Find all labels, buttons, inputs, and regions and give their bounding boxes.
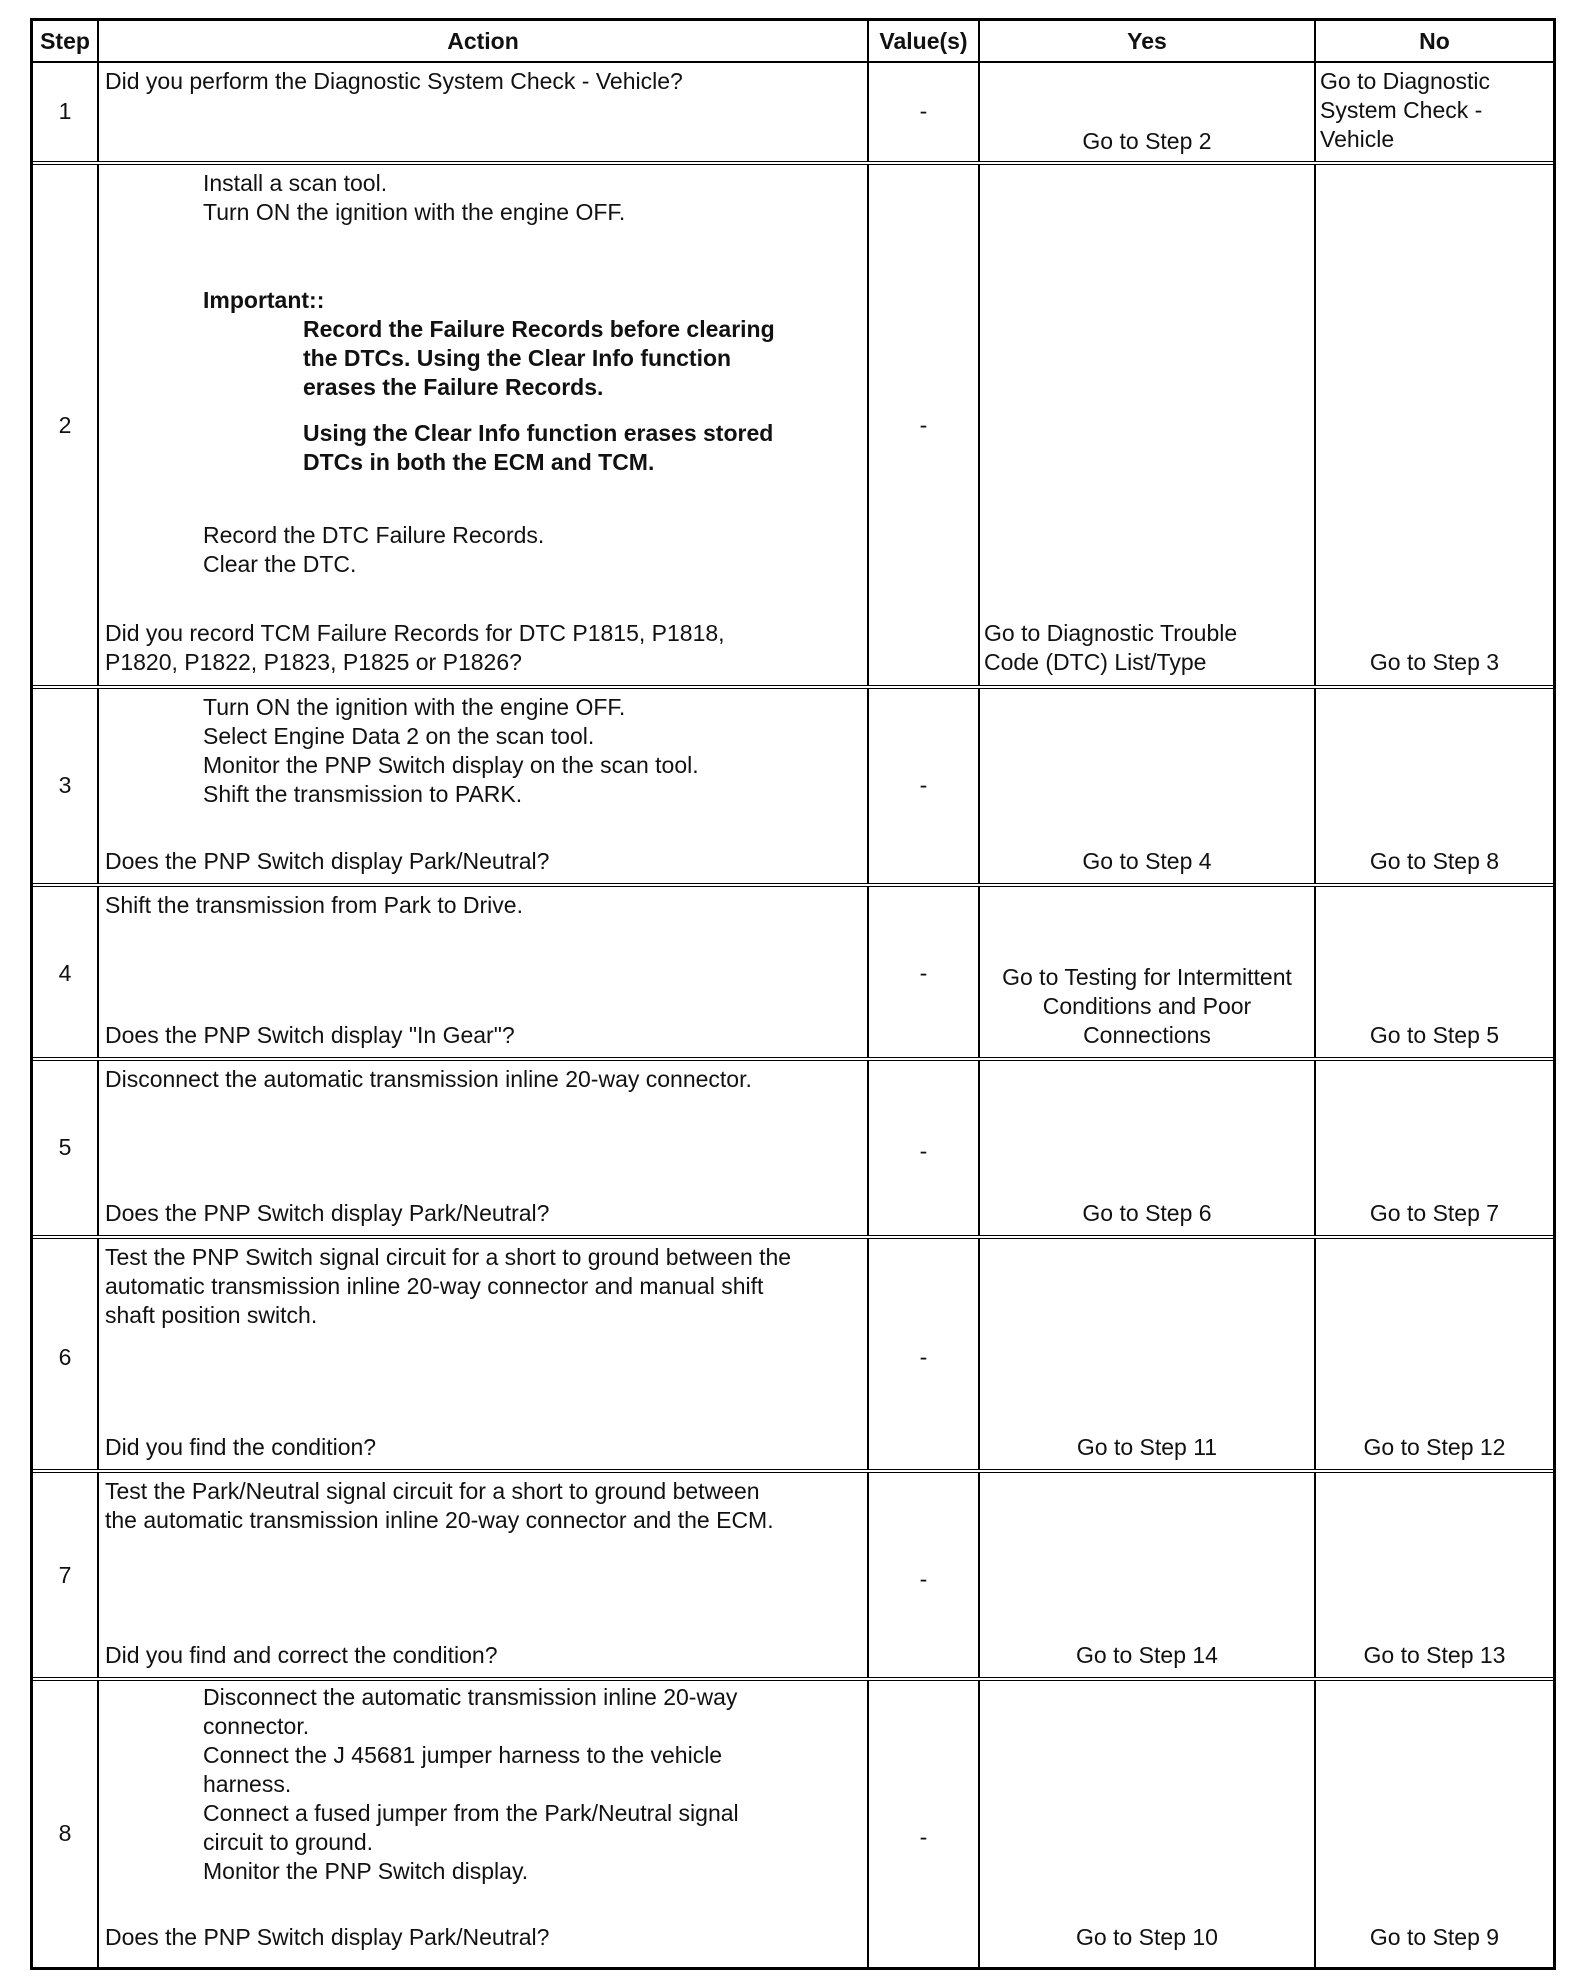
table-row: [33, 161, 1553, 685]
diagnostic-table: [30, 18, 1556, 1970]
important-note: Record the Failure Records before clearing the DTCs. Using the Clear Info function erases the Failure Records.: [303, 316, 775, 400]
action-instructions: Install a scan tool. Turn ON the ignition with the engine OFF.: [203, 170, 626, 225]
no-link[interactable]: Go to Step 5: [1369, 1022, 1500, 1048]
step-number: 2: [58, 412, 72, 438]
important-note: Using the Clear Info function erases stored DTCs in both the ECM and TCM.: [303, 420, 774, 475]
step-number: 6: [58, 1344, 72, 1370]
header-action: Action: [99, 21, 869, 61]
step-number: 4: [58, 960, 72, 986]
table-row: [33, 1235, 1553, 1469]
action-question: Does the PNP Switch display Park/Neutral?: [105, 848, 550, 874]
action-question: Does the PNP Switch display Park/Neutral?: [105, 1200, 550, 1226]
value-cell: -: [919, 1566, 928, 1592]
header-yes: Yes: [980, 21, 1316, 61]
table-row: [33, 1469, 1553, 1677]
value-cell: -: [919, 98, 928, 124]
value-cell: -: [919, 412, 928, 438]
yes-link[interactable]: Go to Step 6: [1082, 1200, 1212, 1226]
header-step: Step: [33, 21, 99, 61]
value-cell: -: [919, 960, 928, 986]
step-number: 8: [58, 1820, 72, 1846]
table-row: [33, 63, 1553, 161]
table-row: [33, 883, 1553, 1057]
no-link[interactable]: Go to Step 7: [1369, 1200, 1500, 1226]
step-number: 5: [58, 1134, 72, 1160]
step-number: 1: [58, 98, 72, 124]
yes-link[interactable]: Go to Diagnostic Trouble Code (DTC) List/Type: [984, 620, 1238, 675]
step-number: 7: [58, 1562, 72, 1588]
table-row: [33, 1677, 1553, 1967]
header-no: No: [1419, 27, 1450, 54]
value-cell: -: [919, 1824, 928, 1850]
yes-link[interactable]: Go to Step 10: [1076, 1924, 1218, 1950]
no-link[interactable]: Go to Step 9: [1369, 1924, 1500, 1950]
action-question: Did you find the condition?: [105, 1434, 377, 1460]
action-instructions: Shift the transmission from Park to Drive.: [105, 892, 523, 918]
value-cell: -: [919, 772, 928, 798]
action-question: Does the PNP Switch display Park/Neutral?: [105, 1924, 550, 1950]
yes-link[interactable]: Go to Step 14: [1076, 1642, 1218, 1668]
yes-link[interactable]: Go to Step 2: [1082, 128, 1212, 154]
important-label: Important::: [203, 287, 325, 313]
yes-link[interactable]: Go to Step 4: [1082, 848, 1212, 874]
no-link[interactable]: Go to Step 13: [1363, 1642, 1506, 1668]
table-header-row: [33, 21, 1553, 63]
action-question: Did you perform the Diagnostic System Check - Vehicle?: [105, 68, 683, 94]
action-instructions: Test the Park/Neutral signal circuit for a short to ground between the automatic transmission inline 20-way connector and the ECM.: [105, 1478, 774, 1533]
no-link[interactable]: Go to Step 8: [1369, 848, 1500, 874]
action-question: Did you record TCM Failure Records for DTC P1815, P1818, P1820, P1822, P1823, P1825 or P1826?: [105, 620, 725, 675]
action-instructions: Turn ON the ignition with the engine OFF. Select Engine Data 2 on the scan tool. Monitor the PNP Switch display on the scan tool. Shift the transmission to PARK.: [203, 694, 699, 807]
action-instructions: Test the PNP Switch signal circuit for a short to ground between the automatic transmission inline 20-way connector and manual shift shaft position switch.: [105, 1244, 792, 1328]
action-instructions: Record the DTC Failure Records. Clear the DTC.: [203, 522, 545, 577]
action-instructions: Disconnect the automatic transmission inline 20-way connector.: [105, 1066, 752, 1092]
value-cell: -: [919, 1138, 928, 1164]
no-link[interactable]: Go to Diagnostic System Check - Vehicle: [1320, 68, 1491, 152]
action-instructions: Disconnect the automatic transmission inline 20-way connector. Connect the J 45681 jumper harness to the vehicle harness. Connect a fused jumper from the Park/Neutral signal circuit to ground. Monitor the PNP Switch display.: [203, 1684, 739, 1884]
no-link[interactable]: Go to Step 12: [1363, 1434, 1506, 1460]
no-link[interactable]: Go to Step 3: [1369, 649, 1500, 675]
header-values: Value(s): [869, 21, 980, 61]
action-question: Did you find and correct the condition?: [105, 1642, 498, 1668]
value-cell: -: [919, 1344, 928, 1370]
table-row: [33, 685, 1553, 883]
step-number: 3: [58, 772, 72, 798]
yes-link[interactable]: Go to Testing for Intermittent Conditions and Poor Connections: [1002, 964, 1292, 1048]
table-row: [33, 1057, 1553, 1235]
action-question: Does the PNP Switch display "In Gear"?: [105, 1022, 515, 1048]
yes-link[interactable]: Go to Step 11: [1076, 1434, 1218, 1460]
